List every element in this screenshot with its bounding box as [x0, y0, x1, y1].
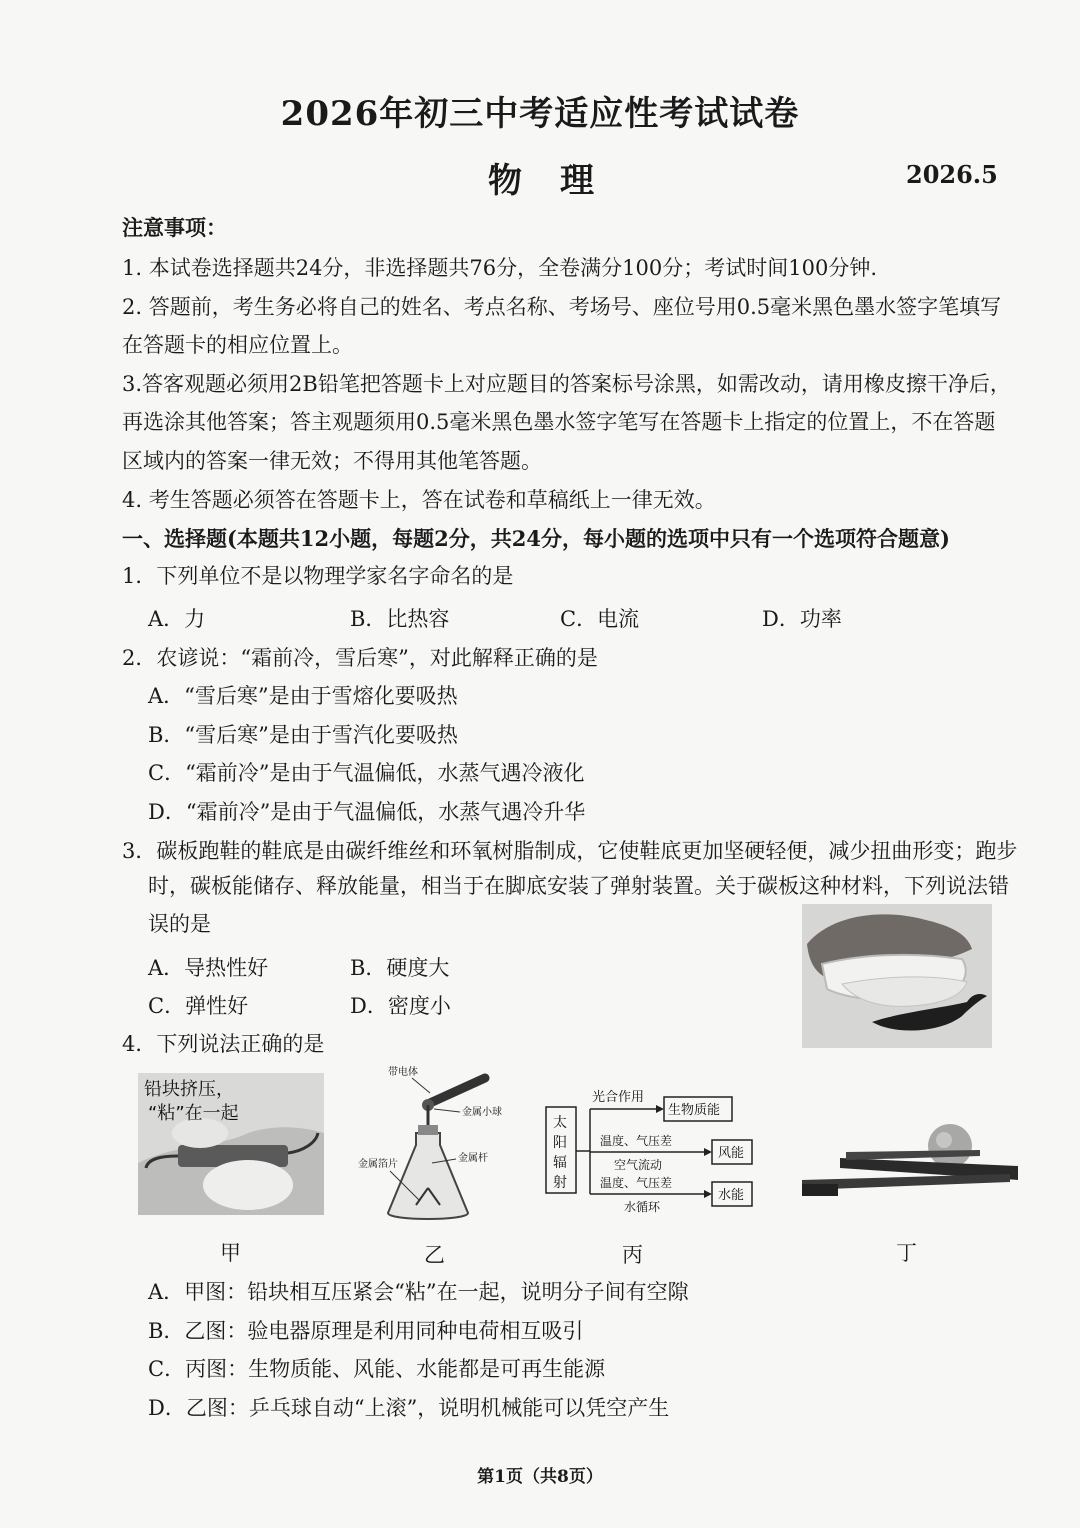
bing-path-photosynthesis: 光合作用: [592, 1090, 645, 1105]
bing-source-2: 阳: [553, 1135, 567, 1151]
notice-item-2-cont: 在答题卡的相应位置上。: [122, 333, 353, 357]
caption-jia: 甲: [220, 1241, 241, 1265]
q3-option-b: B．硬度大: [350, 956, 450, 980]
q2-option-a: A．“雪后寒”是由于雪熔化要吸热: [148, 684, 458, 708]
q4-option-b: B．乙图：验电器原理是利用同种电荷相互吸引: [148, 1319, 584, 1343]
q1-option-c: C．电流: [560, 607, 640, 631]
caption-ding: 丁: [896, 1241, 917, 1265]
jia-label-line1: 铅块挤压，: [144, 1079, 234, 1100]
q3-stem-line1: 3．碳板跑鞋的鞋底是由碳纤维丝和环氧树脂制成，它使鞋底更加坚硬轻便，减少扭曲形变；跑步: [122, 839, 1018, 863]
figure-jia-lead-blocks: [138, 1073, 324, 1215]
notice-item-2: 2. 答题前，考生务必将自己的姓名、考点名称、考场号、座位号用0.5毫米黑色墨水签字笔填写: [122, 295, 1002, 319]
q2-option-d: D．“霜前冷”是由于气温偏低，水蒸气遇冷升华: [148, 800, 586, 824]
subject-title: 物理: [488, 161, 632, 201]
bing-output-hydro: 水能: [718, 1188, 745, 1203]
figure-ding-double-cone: [800, 1110, 1022, 1202]
bing-output-biomass: 生物质能: [668, 1103, 721, 1118]
caption-bing: 丙: [622, 1243, 643, 1267]
bing-path-air-flow: 空气流动: [614, 1158, 663, 1172]
bing-source-3: 辐: [553, 1155, 567, 1171]
q3-stem-line3: 误的是: [148, 912, 211, 936]
notice-item-3-cont: 再选涂其他答案；答主观题须用0.5毫米黑色墨水签字笔写在答题卡上指定的位置上，不在答题: [122, 410, 996, 434]
exam-title: 2026年初三中考适应性考试试卷: [280, 94, 800, 134]
q2-option-c: C．“霜前冷”是由于气温偏低，水蒸气遇冷液化: [148, 761, 585, 785]
caption-yi: 乙: [424, 1243, 445, 1267]
q1-option-d: D．功率: [762, 607, 842, 631]
exam-date: 2026.5: [906, 160, 998, 189]
page-footer: 第1页（共8页）: [477, 1467, 603, 1487]
bing-path-water-cycle: 水循环: [624, 1200, 661, 1214]
notice-item-4: 4. 考生答题必须答在答题卡上，答在试卷和草稿纸上一律无效。: [122, 488, 716, 512]
q4-option-a: A．甲图：铅块相互压紧会“粘”在一起，说明分子间有空隙: [148, 1280, 689, 1304]
notice-item-3: 3.答客观题必须用2B铅笔把答题卡上对应题目的答案标号涂黑，如需改动，请用橡皮擦干净后，: [122, 372, 1011, 396]
q3-option-a: A．导热性好: [148, 956, 269, 980]
yi-label-metal-ball: 金属小球: [462, 1107, 502, 1118]
q4-stem: 4．下列说法正确的是: [122, 1032, 325, 1056]
yi-label-metal-foil: 金属箔片: [358, 1159, 398, 1170]
q1-option-b: B．比热容: [350, 607, 450, 631]
yi-label-metal-rod: 金属杆: [458, 1153, 488, 1164]
carbon-shoe-photo: [802, 904, 992, 1048]
q4-option-d: D．乙图：乒乓球自动“上滚”，说明机械能可以凭空产生: [148, 1396, 670, 1420]
notice-item-1: 1. 本试卷选择题共24分，非选择题共76分，全卷满分100分；考试时间100分钟.: [122, 256, 877, 280]
section-heading: 一、选择题(本题共12小题，每题2分，共24分，每小题的选项中只有一个选项符合题意): [122, 526, 950, 551]
notice-item-3-cont2: 区域内的答案一律无效；不得用其他笔答题。: [122, 449, 542, 473]
bing-path-temp-1: 温度、气压差: [600, 1134, 673, 1148]
q1-option-a: A．力: [148, 607, 206, 631]
q3-option-d: D．密度小: [350, 994, 451, 1018]
bing-source-4: 射: [553, 1175, 567, 1191]
figure-yi-electroscope: [350, 1063, 520, 1227]
q1-stem: 1．下列单位不是以物理学家名字命名的是: [122, 564, 514, 588]
bing-path-temp-2: 温度、气压差: [600, 1176, 673, 1190]
bing-source-1: 太: [553, 1115, 567, 1131]
q3-option-c: C．弹性好: [148, 994, 249, 1018]
q3-stem-line2: 时，碳板能储存、释放能量，相当于在脚底安装了弹射装置。关于碳板这种材料，下列说法错: [148, 874, 1009, 898]
figure-bing-energy-diagram: [540, 1083, 766, 1217]
q4-option-c: C．丙图：生物质能、风能、水能都是可再生能源: [148, 1357, 606, 1381]
bing-output-wind: 风能: [718, 1146, 745, 1161]
jia-label-line2: “粘”在一起: [148, 1103, 239, 1124]
yi-label-charged-body: 带电体: [388, 1067, 418, 1078]
q2-stem: 2．农谚说：“霜前冷，雪后寒”，对此解释正确的是: [122, 646, 598, 670]
notice-heading: 注意事项：: [122, 215, 227, 240]
q2-option-b: B．“雪后寒”是由于雪汽化要吸热: [148, 723, 458, 747]
